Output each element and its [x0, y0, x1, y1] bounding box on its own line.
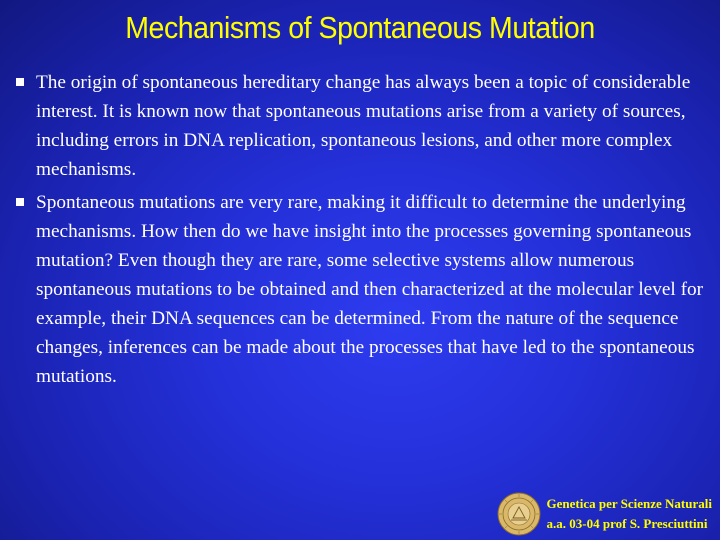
footer-text [547, 494, 712, 534]
course-name: Genetica per Scienze Naturali [546, 496, 712, 511]
slide-title: Mechanisms of Spontaneous Mutation [125, 10, 595, 45]
bullet-list [14, 68, 714, 395]
bullet-text: The origin of spontaneous hereditary change has always been a topic of considerable interest. It is known now that spontaneous mutations arise from a variety of sources, including errors in DNA replication, spontaneous lesions, and other more complex mechanisms. [36, 72, 691, 180]
square-bullet-icon [16, 198, 24, 206]
bullet-item [14, 188, 714, 391]
bullet-text: Spontaneous mutations are very rare, making it difficult to determine the underlying mechanisms. How then do we have insight into the processes governing spontaneous mutation? Even though they are rare, some selective systems allow numerous spontaneous mutations to be obtained and then characterized at the molecular level for example, their DNA sequences can be determined. From the nature of the sequence changes, inferences can be made about the processes that have led to the spontaneous mutations. [36, 192, 704, 387]
bullet-item [14, 68, 714, 184]
square-bullet-icon [16, 78, 24, 86]
footer [497, 492, 712, 536]
university-seal-icon [497, 492, 541, 536]
course-year-professor: a.a. 03-04 prof S. Presciuttini [546, 516, 708, 531]
